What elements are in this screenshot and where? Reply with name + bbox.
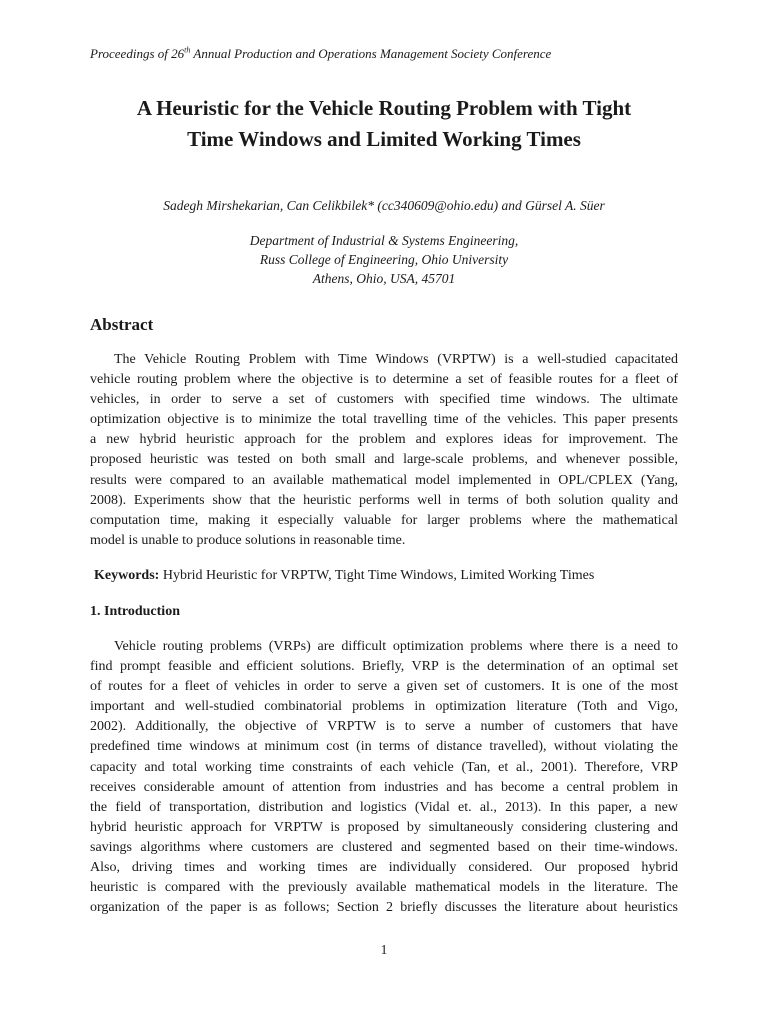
introduction-line: heuristic is compared with the previously available mathematical models in the literature. The: [90, 880, 678, 896]
affiliation-line-2: Russ College of Engineering, Ohio University: [259, 252, 509, 267]
author-list: Sadegh Mirshekarian, Can Celikbilek* (cc340609@ohio.edu) and Gürsel A. Süer: [163, 198, 605, 213]
abstract-line: vehicles, in order to serve a set of customers with specified time windows. The ultimate: [90, 392, 678, 408]
abstract-line: a new hybrid heuristic approach for the problem and explores ideas for improvement. The: [90, 432, 678, 448]
abstract-line: model is unable to produce solutions in reasonable time.: [90, 532, 406, 548]
abstract-line: 2008). Experiments show that the heuristic performs well in terms of both solution quality and: [90, 492, 678, 508]
abstract-line: computation time, making it especially valuable for larger problems where the mathematical: [90, 512, 678, 528]
introduction-line: 2002). Additionally, the objective of VRPTW is to serve a number of customers that have: [90, 719, 678, 735]
paper-title-line-2: Time Windows and Limited Working Times: [187, 127, 581, 151]
running-header-suffix: Annual Production and Operations Management Society Conference: [190, 46, 552, 61]
abstract-body: [90, 350, 678, 551]
introduction-heading: 1. Introduction: [90, 604, 180, 619]
paper-title-line-1: A Heuristic for the Vehicle Routing Problem with Tight: [136, 96, 632, 120]
introduction-line: find prompt feasible and efficient solutions. Briefly, VRP is the determination of an optimal set: [90, 659, 678, 675]
introduction-line: of routes for a fleet of vehicles in order to serve a given set of customers. It is one of the most: [90, 679, 678, 695]
keywords-text: Hybrid Heuristic for VRPTW, Tight Time Windows, Limited Working Times: [159, 568, 595, 583]
affiliation-line-1: Department of Industrial & Systems Engineering,: [249, 233, 519, 248]
abstract-heading: Abstract: [90, 315, 154, 334]
page-number: 1: [380, 942, 388, 957]
introduction-line: predefined time windows at minimum cost (in terms of distance travelled), without violating the: [90, 739, 678, 755]
introduction-line: organization of the paper is as follows; Section 2 briefly discusses the literature about heuristics: [90, 900, 678, 916]
abstract-line: proposed heuristic was tested on both small and large-scale problems, and whenever possible,: [90, 452, 678, 468]
keywords-label: Keywords:: [94, 568, 160, 583]
abstract-line: vehicle routing problem where the objective is to determine a set of feasible routes for a fleet of: [90, 372, 678, 388]
introduction-line: the field of transportation, distribution and logistics (Vidal et. al., 2013). In this paper, a new: [90, 799, 678, 815]
introduction-line: savings algorithms where customers are clustered and segmented based on their time-windows.: [90, 839, 678, 855]
introduction-line: hybrid heuristic approach for VRPTW is proposed by simultaneously considering clustering and: [90, 819, 678, 835]
introduction-line: capacity and total working time constraints of each vehicle (Tan, et al., 2001). Therefore, VRP: [90, 759, 678, 775]
abstract-line: results were compared to an available mathematical model implemented in OPL/CPLEX (Yang,: [90, 472, 678, 488]
introduction-line: receives considerable amount of attention from industries and has become a central problem in: [90, 779, 678, 795]
abstract-line: optimization objective is to minimize the total travelling time of the vehicles. This paper presents: [90, 412, 678, 428]
paper-title: [80, 93, 688, 155]
keywords: [94, 568, 594, 584]
introduction-line: Also, driving times and working times are individually considered. Our proposed hybrid: [90, 860, 678, 876]
running-header-prefix: Proceedings of 26: [90, 46, 185, 61]
introduction-body: [90, 637, 678, 918]
abstract-line: The Vehicle Routing Problem with Time Windows (VRPTW) is a well-studied capacitated: [114, 352, 678, 367]
running-header: [90, 46, 551, 62]
affiliation-line-3: Athens, Ohio, USA, 45701: [312, 271, 456, 286]
affiliation: [80, 231, 688, 288]
introduction-line: important and well-studied combinatorial problems in optimization literature (Toth and Vigo,: [90, 699, 678, 715]
introduction-line: Vehicle routing problems (VRPs) are difficult optimization problems where there is a need to: [114, 639, 678, 654]
running-header-superscript: th: [184, 45, 191, 55]
